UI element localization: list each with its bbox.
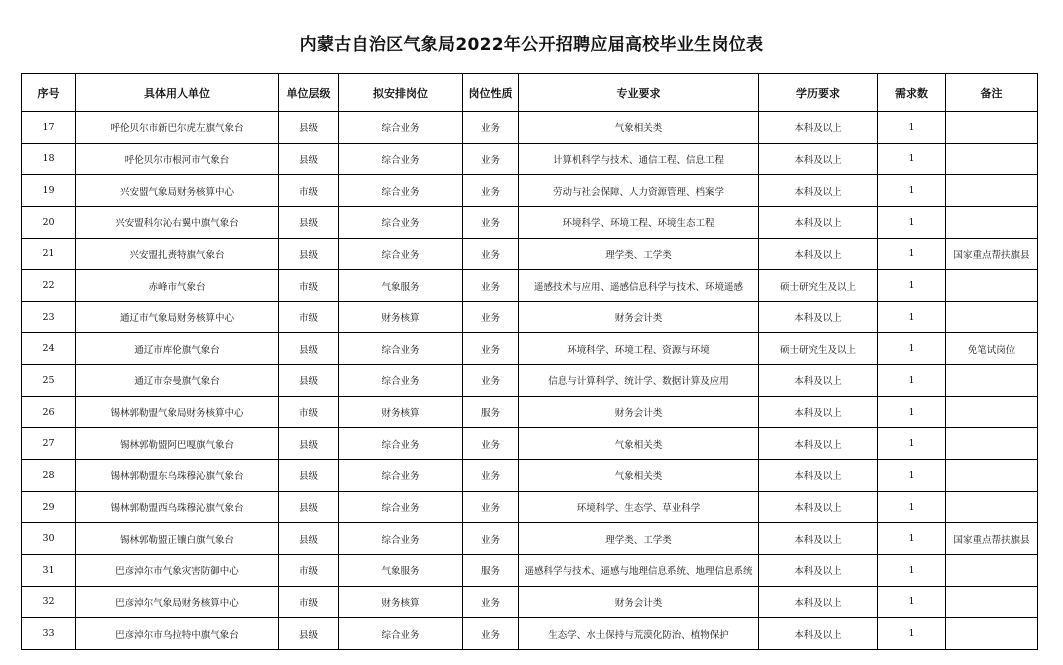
nature-cell: 服务: [463, 554, 519, 586]
level-cell: 县级: [279, 618, 339, 650]
education-cell: 本科及以上: [759, 460, 878, 492]
position-cell: 综合业务: [339, 175, 463, 207]
nature-cell: 业务: [463, 143, 519, 175]
nature-cell: 业务: [463, 206, 519, 238]
education-cell: 本科及以上: [759, 618, 878, 650]
education-cell: 本科及以上: [759, 428, 878, 460]
education-cell: 硕士研究生及以上: [759, 333, 878, 365]
table-row: [22, 112, 1038, 144]
nature-cell: 业务: [463, 365, 519, 397]
table-row: [22, 301, 1038, 333]
table-row: [22, 554, 1038, 586]
column-header-count: 需求数: [878, 74, 946, 112]
index-cell: 31: [22, 554, 76, 586]
major-cell: 气象相关类: [519, 112, 759, 144]
table-row: [22, 586, 1038, 618]
position-cell: 综合业务: [339, 460, 463, 492]
nature-cell: 服务: [463, 396, 519, 428]
position-cell: 综合业务: [339, 491, 463, 523]
count-cell: 1: [878, 554, 946, 586]
unit-cell: 兴安盟气象局财务核算中心: [76, 175, 279, 207]
major-cell: 环境科学、环境工程、资源与环境: [519, 333, 759, 365]
nature-cell: 业务: [463, 491, 519, 523]
remarks-cell: [946, 618, 1038, 650]
education-cell: 本科及以上: [759, 396, 878, 428]
major-cell: 财务会计类: [519, 301, 759, 333]
count-cell: 1: [878, 143, 946, 175]
position-cell: 综合业务: [339, 206, 463, 238]
count-cell: 1: [878, 396, 946, 428]
remarks-cell: [946, 428, 1038, 460]
nature-cell: 业务: [463, 523, 519, 555]
unit-cell: 锡林郭勒盟正镶白旗气象台: [76, 523, 279, 555]
count-cell: 1: [878, 460, 946, 492]
table-header-row: [22, 74, 1038, 112]
index-cell: 21: [22, 238, 76, 270]
level-cell: 县级: [279, 206, 339, 238]
index-cell: 22: [22, 270, 76, 302]
index-cell: 30: [22, 523, 76, 555]
remarks-cell: [946, 586, 1038, 618]
unit-cell: 通辽市奈曼旗气象台: [76, 365, 279, 397]
level-cell: 市级: [279, 270, 339, 302]
index-cell: 17: [22, 112, 76, 144]
level-cell: 市级: [279, 301, 339, 333]
count-cell: 1: [878, 618, 946, 650]
position-cell: 财务核算: [339, 301, 463, 333]
major-cell: 生态学、水土保持与荒漠化防治、植物保护: [519, 618, 759, 650]
nature-cell: 业务: [463, 586, 519, 618]
index-cell: 24: [22, 333, 76, 365]
level-cell: 县级: [279, 523, 339, 555]
table-row: [22, 618, 1038, 650]
position-cell: 综合业务: [339, 112, 463, 144]
major-cell: 遥感科学与技术、遥感与地理信息系统、地理信息系统: [519, 554, 759, 586]
major-cell: 计算机科学与技术、通信工程、信息工程: [519, 143, 759, 175]
unit-cell: 锡林郭勒盟气象局财务核算中心: [76, 396, 279, 428]
remarks-cell: [946, 143, 1038, 175]
nature-cell: 业务: [463, 301, 519, 333]
level-cell: 县级: [279, 112, 339, 144]
position-cell: 综合业务: [339, 618, 463, 650]
unit-cell: 锡林郭勒盟西乌珠穆沁旗气象台: [76, 491, 279, 523]
count-cell: 1: [878, 428, 946, 460]
level-cell: 县级: [279, 460, 339, 492]
table-row: [22, 206, 1038, 238]
table-row: [22, 238, 1038, 270]
position-cell: 气象服务: [339, 554, 463, 586]
major-cell: 气象相关类: [519, 428, 759, 460]
unit-cell: 锡林郭勒盟东乌珠穆沁旗气象台: [76, 460, 279, 492]
position-cell: 综合业务: [339, 333, 463, 365]
remarks-cell: [946, 301, 1038, 333]
index-cell: 25: [22, 365, 76, 397]
index-cell: 23: [22, 301, 76, 333]
unit-cell: 巴彦淖尔市乌拉特中旗气象台: [76, 618, 279, 650]
unit-cell: 通辽市库伦旗气象台: [76, 333, 279, 365]
major-cell: 财务会计类: [519, 396, 759, 428]
count-cell: 1: [878, 586, 946, 618]
education-cell: 本科及以上: [759, 143, 878, 175]
column-header-remarks: 备注: [946, 74, 1038, 112]
position-cell: 财务核算: [339, 586, 463, 618]
level-cell: 县级: [279, 333, 339, 365]
major-cell: 环境科学、环境工程、环境生态工程: [519, 206, 759, 238]
major-cell: 遥感技术与应用、遥感信息科学与技术、环境遥感: [519, 270, 759, 302]
position-cell: 综合业务: [339, 523, 463, 555]
count-cell: 1: [878, 333, 946, 365]
level-cell: 县级: [279, 143, 339, 175]
table-row: [22, 460, 1038, 492]
level-cell: 县级: [279, 365, 339, 397]
education-cell: 硕士研究生及以上: [759, 270, 878, 302]
unit-cell: 巴彦淖尔市气象灾害防御中心: [76, 554, 279, 586]
table-row: [22, 365, 1038, 397]
major-cell: 理学类、工学类: [519, 238, 759, 270]
column-header-position: 拟安排岗位: [339, 74, 463, 112]
unit-cell: 呼伦贝尔市根河市气象台: [76, 143, 279, 175]
major-cell: 信息与计算科学、统计学、数据计算及应用: [519, 365, 759, 397]
remarks-cell: [946, 554, 1038, 586]
table-row: [22, 333, 1038, 365]
education-cell: 本科及以上: [759, 586, 878, 618]
unit-cell: 兴安盟扎赉特旗气象台: [76, 238, 279, 270]
count-cell: 1: [878, 270, 946, 302]
nature-cell: 业务: [463, 618, 519, 650]
level-cell: 县级: [279, 491, 339, 523]
education-cell: 本科及以上: [759, 365, 878, 397]
level-cell: 县级: [279, 238, 339, 270]
remarks-cell: [946, 175, 1038, 207]
count-cell: 1: [878, 365, 946, 397]
remarks-cell: [946, 396, 1038, 428]
index-cell: 19: [22, 175, 76, 207]
major-cell: 环境科学、生态学、草业科学: [519, 491, 759, 523]
level-cell: 市级: [279, 554, 339, 586]
nature-cell: 业务: [463, 238, 519, 270]
index-cell: 26: [22, 396, 76, 428]
column-header-major: 专业要求: [519, 74, 759, 112]
remarks-cell: [946, 112, 1038, 144]
table-row: [22, 143, 1038, 175]
position-cell: 综合业务: [339, 428, 463, 460]
major-cell: 理学类、工学类: [519, 523, 759, 555]
nature-cell: 业务: [463, 270, 519, 302]
nature-cell: 业务: [463, 460, 519, 492]
major-cell: 劳动与社会保障、人力资源管理、档案学: [519, 175, 759, 207]
nature-cell: 业务: [463, 428, 519, 460]
positions-table: [21, 73, 1038, 650]
education-cell: 本科及以上: [759, 554, 878, 586]
count-cell: 1: [878, 238, 946, 270]
table-body: [22, 112, 1038, 650]
count-cell: 1: [878, 175, 946, 207]
education-cell: 本科及以上: [759, 523, 878, 555]
level-cell: 市级: [279, 396, 339, 428]
page-title: 内蒙古自治区气象局2022年公开招聘应届高校毕业生岗位表: [299, 35, 764, 55]
position-cell: 综合业务: [339, 365, 463, 397]
nature-cell: 业务: [463, 175, 519, 207]
index-cell: 28: [22, 460, 76, 492]
education-cell: 本科及以上: [759, 238, 878, 270]
education-cell: 本科及以上: [759, 491, 878, 523]
level-cell: 市级: [279, 586, 339, 618]
level-cell: 县级: [279, 428, 339, 460]
nature-cell: 业务: [463, 112, 519, 144]
column-header-education: 学历要求: [759, 74, 878, 112]
unit-cell: 巴彦淖尔气象局财务核算中心: [76, 586, 279, 618]
unit-cell: 呼伦贝尔市新巴尔虎左旗气象台: [76, 112, 279, 144]
table-row: [22, 270, 1038, 302]
remarks-cell: [946, 206, 1038, 238]
remarks-cell: [946, 270, 1038, 302]
column-header-nature: 岗位性质: [463, 74, 519, 112]
index-cell: 18: [22, 143, 76, 175]
major-cell: 气象相关类: [519, 460, 759, 492]
unit-cell: 兴安盟科尔沁右翼中旗气象台: [76, 206, 279, 238]
index-cell: 33: [22, 618, 76, 650]
remarks-cell: [946, 460, 1038, 492]
index-cell: 27: [22, 428, 76, 460]
unit-cell: 通辽市气象局财务核算中心: [76, 301, 279, 333]
education-cell: 本科及以上: [759, 206, 878, 238]
table-row: [22, 523, 1038, 555]
index-cell: 32: [22, 586, 76, 618]
education-cell: 本科及以上: [759, 175, 878, 207]
count-cell: 1: [878, 301, 946, 333]
position-cell: 综合业务: [339, 238, 463, 270]
remarks-cell: 免笔试岗位: [946, 333, 1038, 365]
education-cell: 本科及以上: [759, 301, 878, 333]
count-cell: 1: [878, 206, 946, 238]
column-header-level: 单位层级: [279, 74, 339, 112]
unit-cell: 赤峰市气象台: [76, 270, 279, 302]
table-row: [22, 428, 1038, 460]
remarks-cell: 国家重点帮扶旗县: [946, 238, 1038, 270]
table-row: [22, 491, 1038, 523]
index-cell: 29: [22, 491, 76, 523]
position-cell: 财务核算: [339, 396, 463, 428]
remarks-cell: [946, 365, 1038, 397]
nature-cell: 业务: [463, 333, 519, 365]
level-cell: 市级: [279, 175, 339, 207]
education-cell: 本科及以上: [759, 112, 878, 144]
count-cell: 1: [878, 112, 946, 144]
count-cell: 1: [878, 491, 946, 523]
count-cell: 1: [878, 523, 946, 555]
table-row: [22, 396, 1038, 428]
major-cell: 财务会计类: [519, 586, 759, 618]
remarks-cell: 国家重点帮扶旗县: [946, 523, 1038, 555]
position-cell: 气象服务: [339, 270, 463, 302]
table-row: [22, 175, 1038, 207]
column-header-unit: 具体用人单位: [76, 74, 279, 112]
position-cell: 综合业务: [339, 143, 463, 175]
column-header-index: 序号: [22, 74, 76, 112]
remarks-cell: [946, 491, 1038, 523]
unit-cell: 锡林郭勒盟阿巴嘎旗气象台: [76, 428, 279, 460]
index-cell: 20: [22, 206, 76, 238]
